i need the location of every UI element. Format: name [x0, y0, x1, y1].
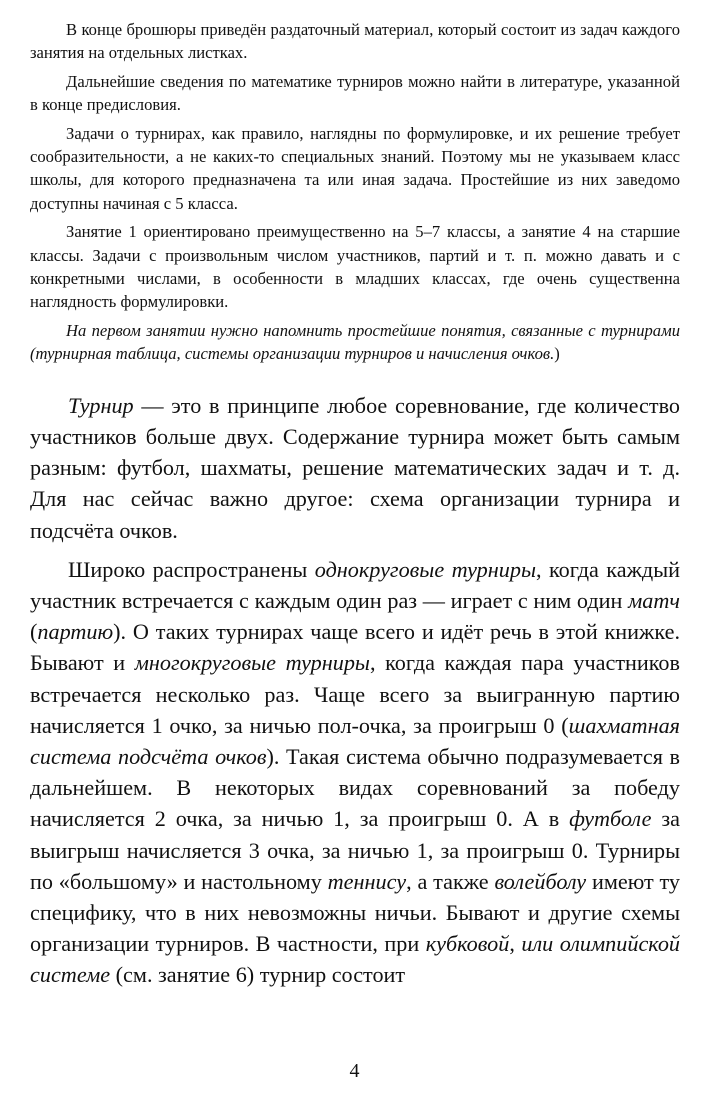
p2-t1: Широко распространены: [68, 556, 315, 582]
p2-t10: ,: [509, 931, 522, 957]
p2-i6: футболе: [569, 806, 652, 832]
preface-paragraph-2: Дальнейшие сведения по математике турниров можно найти в литературе, указанной в конце предисловия.: [30, 71, 680, 115]
p2-i7: теннису: [327, 868, 407, 894]
preface-paragraph-1: В конце брошюры приведён раздаточный материал, который состоит из задач каждого занятия на отдельных листках.: [30, 20, 680, 63]
p2-i8: волейболу: [494, 868, 587, 894]
p2-t5: , когда каждая пара участников встречается несколько раз. Чаще всего за выигранную партию начисляется 1 очко, за ничью пол-очка, за проигрыш 0 (: [30, 650, 680, 738]
page-number: 4: [349, 1060, 360, 1082]
p2-i3: партию: [37, 619, 114, 645]
p2-t9: имеют ту специфику, что в них невозможны ничьи. Бывают и другие схемы организации турниров. В частности, при: [30, 868, 680, 957]
p2-t11: (см. занятие 6) турнир состоит: [110, 962, 406, 988]
p5-text-a: На первом занятии нужно напомнить простейшие понятия, связанные с турнирами (: [30, 320, 680, 364]
p2-t2: , когда каждый участник встречается с каждым один раз — играет с ним один: [30, 556, 680, 613]
p2-t7: за выигрыш начисляется 3 очка, за ничью 1, за проигрыш 0. Турниры по «большому» и настольному: [30, 806, 680, 894]
p2-i9: кубковой: [425, 931, 510, 957]
main-section: [30, 390, 680, 991]
main-p1-text: — это в принципе любое соревнование, где количество участников больше двух. Содержание турнира может быть самым разным: футбол, шахматы, решение математических задач и т. д. Для нас сейчас важно другое: схема организации турнира и подсчёта очков.: [30, 392, 680, 543]
p5-text-e: ): [554, 344, 560, 364]
main-paragraph-2: [30, 554, 680, 991]
p5-text-d: системы организации турниров и начисления очков.: [184, 344, 555, 364]
p2-i2: матч: [628, 587, 680, 613]
p5-text-c: ,: [176, 344, 185, 364]
p2-i5: шахматная система подсчёта очков: [30, 712, 680, 769]
preface-section: [30, 18, 680, 366]
preface-paragraph-3: Задачи о турнирах, как правило, наглядны по формулировке, и их решение требует сообразительности, а не каких-то специальных знаний. Поэтому мы не указываем класс школы, для которого предназначена та или иная задача. Простейшие из них заведомо доступны начиная с 5 класса.: [30, 123, 680, 213]
p2-t3: (: [30, 619, 38, 645]
p5-text-b: турнирная таблица: [35, 344, 177, 364]
preface-paragraph-4: Занятие 1 ориентировано преимущественно на 5–7 классы, а занятие 4 на старшие классы. Задачи с произвольным числом участников, партий и т. п. можно давать и с конкретными числами, в особенности в младших классах, где очень существенна наглядность формулировки.: [30, 222, 680, 312]
main-paragraph-1: [30, 390, 680, 546]
term-tournament: Турнир: [68, 392, 134, 418]
p2-i4: многокруговые турниры: [134, 650, 370, 676]
page-content: [30, 18, 680, 999]
p2-i10: или олимпийской системе: [30, 931, 681, 988]
p2-t6: ). Такая система обычно подразумевается в дальнейшем. В некоторых видах соревнований за победу начисляется 2 очка, за ничью 1, за проигрыш 0. А в: [30, 743, 681, 832]
p2-t4: ). О таких турнирах чаще всего и идёт речь в этой книжке. Бывают и: [30, 619, 680, 676]
preface-paragraph-5: [30, 319, 680, 366]
p2-i1: однокруговые турниры: [314, 556, 536, 582]
p2-t8: , а также: [406, 868, 495, 894]
